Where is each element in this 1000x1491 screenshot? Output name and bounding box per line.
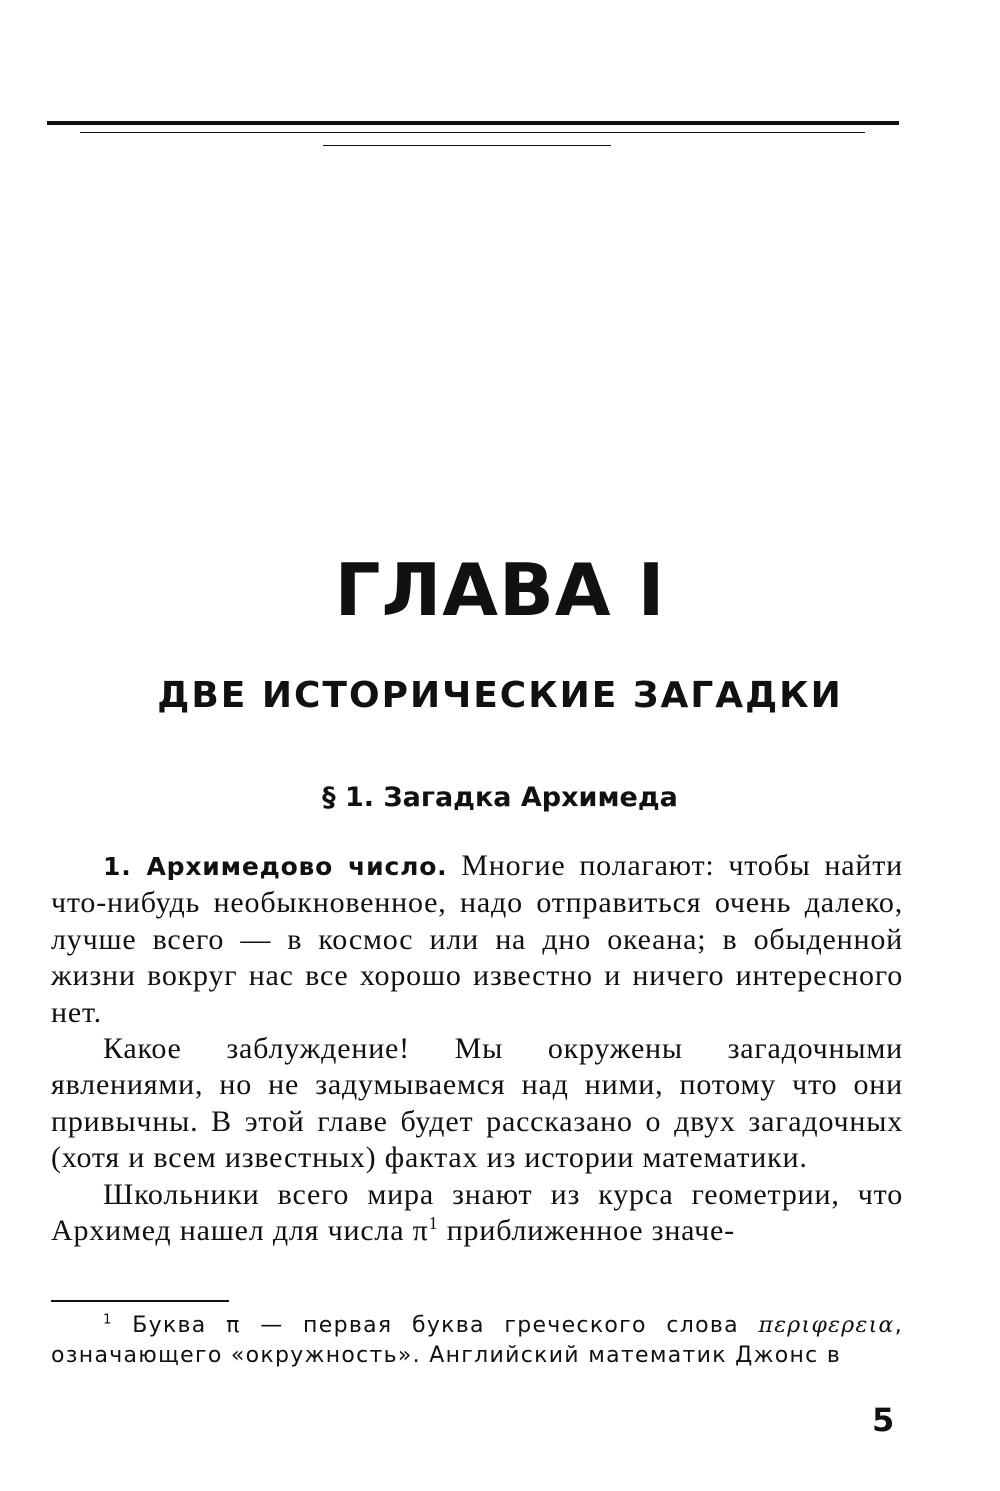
footnote-text-after: , означающего «окружность». Английский математик Джонс в <box>51 1313 903 1368</box>
paragraph-runin-heading: 1. Архимедово число. <box>103 852 448 881</box>
top-rule-short <box>323 145 611 146</box>
footnote-separator <box>51 1300 229 1302</box>
page-number: 5 <box>872 1401 895 1439</box>
paragraph-3 <box>51 1177 903 1250</box>
paragraph-3-text-after: приближенное значе- <box>438 1214 735 1248</box>
footnote-reference: 1 <box>428 1213 439 1234</box>
body-text <box>51 848 903 1249</box>
chapter-subtitle: ДВЕ ИСТОРИЧЕСКИЕ ЗАГАДКИ <box>157 675 843 716</box>
chapter-title: ГЛАВА I <box>334 548 666 632</box>
footnote-marker: 1 <box>103 1312 113 1328</box>
pi-symbol: π <box>412 1214 429 1248</box>
footnote <box>51 1311 903 1371</box>
section-heading: § 1. Загадка Архимеда <box>322 782 678 813</box>
top-rule-thick <box>47 121 899 125</box>
paragraph-3-text-before: Школьники всего мира знают из курса геометрии, что Архимед нашел для числа <box>51 1177 903 1248</box>
paragraph-1-text: Многие полагают: чтобы найти что-нибудь необыкновенное, надо отправиться очень далеко, лучше всего — в космос или на дно океана; в обыденной жизни вокруг нас все хорошо известно и ничего интересного нет. <box>51 849 903 1029</box>
footnote-greek-word: περιφερεια <box>758 1313 895 1338</box>
top-rule-thin <box>80 132 865 133</box>
paragraph-1 <box>51 848 903 1031</box>
paragraph-2: Какое заблуждение! Мы окружены загадочными явлениями, но не задумываемся над ними, потому что они привычны. В этой главе будет рассказано о двух загадочных (хотя и всем известных) фактах из истории математики. <box>51 1032 903 1175</box>
footnote-text-before: Буква π — первая буква греческого слова <box>112 1313 759 1338</box>
